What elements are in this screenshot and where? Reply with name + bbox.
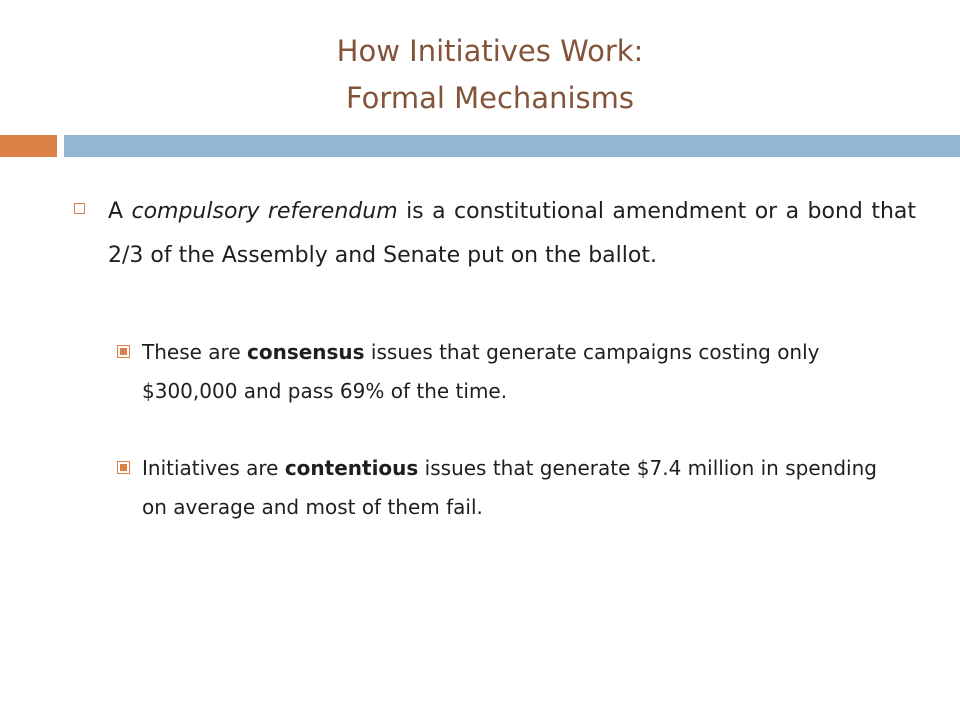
square-bullet-icon <box>74 203 85 214</box>
sub-bullet-text-bold: contentious <box>284 456 419 480</box>
sub-bullet-consensus <box>142 333 902 411</box>
bullet-compulsory-referendum <box>108 190 916 278</box>
bullet-text-emphasis: compulsory referendum <box>131 199 398 224</box>
accent-bar-blue <box>64 135 960 157</box>
title-line-1: How Initiatives Work: <box>336 34 644 68</box>
accent-bar-orange <box>0 135 57 157</box>
sub-bullet-contentious <box>142 449 902 527</box>
sub-bullet-text-prefix: These are <box>142 340 247 364</box>
sub-bullet-text-prefix: Initiatives are <box>142 456 285 480</box>
bullet-text-rest: is a constitutional amendment or a bond that 2/3 of the Assembly and Senate put on the ballot. <box>108 199 916 268</box>
slide-title <box>0 28 960 122</box>
sub-bullet-text-bold: consensus <box>246 340 365 364</box>
title-line-2: Formal Mechanisms <box>346 81 634 115</box>
filled-square-bullet-icon <box>117 345 130 358</box>
filled-square-bullet-icon <box>117 461 130 474</box>
bullet-text-prefix: A <box>108 199 132 224</box>
sub-bullet-text-rest: issues that generate campaigns costing only $300,000 and pass 69% of the time. <box>142 340 820 403</box>
sub-bullet-text-rest: issues that generate $7.4 million in spending on average and most of them fail. <box>142 456 877 519</box>
